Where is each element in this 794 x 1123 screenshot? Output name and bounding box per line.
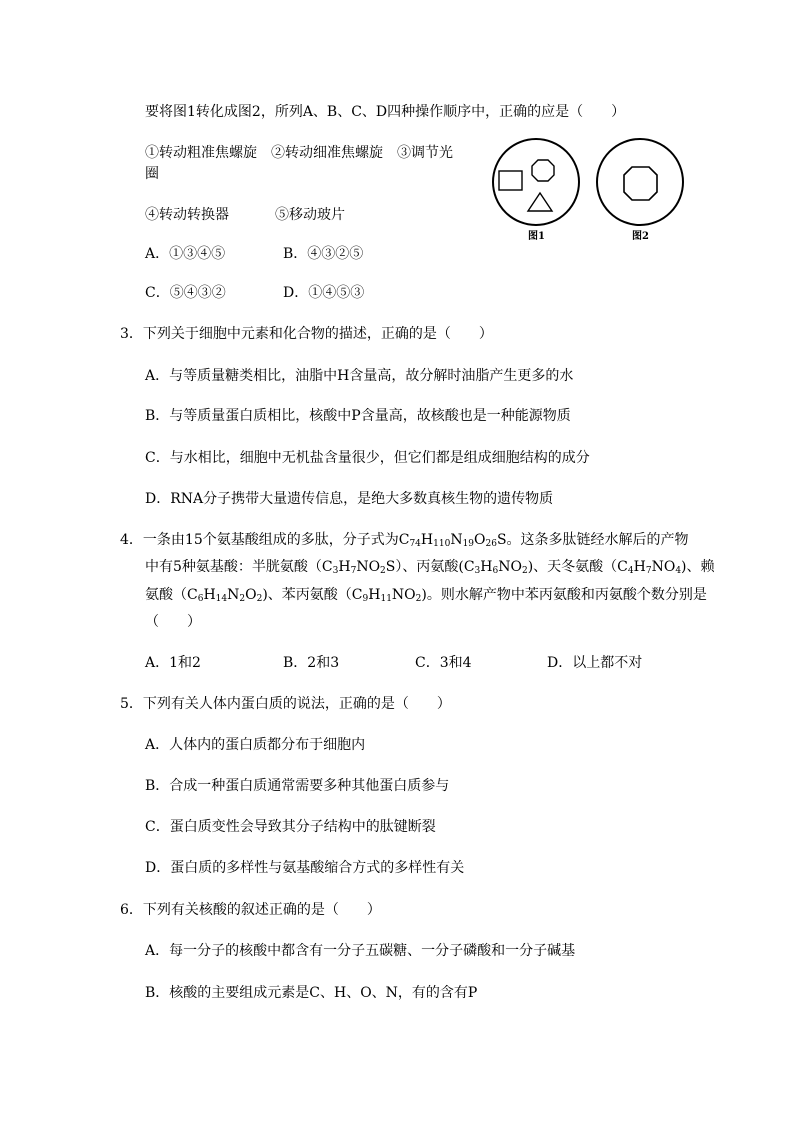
q5-option-c: C．蛋白质变性会导致其分子结构中的肽键断裂 bbox=[145, 819, 436, 835]
q2-option-c: C．⑤④③② bbox=[145, 285, 226, 301]
q3-option-b: B．与等质量蛋白质相比，核酸中P含量高，故核酸也是一种能源物质 bbox=[145, 408, 571, 424]
triangle-cell bbox=[528, 193, 552, 211]
q4-option-a: A．1和2 bbox=[145, 655, 201, 671]
q5-stem: 下列有关人体内蛋白质的说法，正确的是（ ） bbox=[142, 696, 451, 712]
octagon-cell-large bbox=[624, 167, 657, 200]
q3-option-c: C．与水相比，细胞中无机盐含量很少，但它们都是组成细胞结构的成分 bbox=[145, 450, 590, 466]
fig2-label: 图2 bbox=[632, 231, 649, 242]
q2-op5: ⑤移动玻片 bbox=[275, 207, 345, 223]
q5-option-a: A．人体内的蛋白质都分布于细胞内 bbox=[145, 737, 366, 753]
q3 bbox=[120, 324, 493, 344]
q5-option-d: D．蛋白质的多样性与氨基酸缩合方式的多样性有关 bbox=[145, 860, 465, 876]
q6-option-b: B．核酸的主要组成元素是C、H、O、N，有的含有P bbox=[145, 985, 478, 1001]
q2-option-a: A．①③④⑤ bbox=[145, 246, 226, 262]
q4-line1: 4．一条由15个氨基酸组成的多肽，分子式为$C_{74}H_{110}N_{19}O_{26}S$。这条多肽链经水解后的产物 bbox=[120, 532, 689, 549]
q6-stem: 下列有关核酸的叙述正确的是（ ） bbox=[142, 902, 381, 918]
q5 bbox=[120, 694, 451, 714]
figure-1 bbox=[493, 139, 579, 242]
q4-bracket: （ ） bbox=[145, 614, 201, 630]
q4-line2: 中有5种氨基酸：半胱氨酸$(C_3H_7NO_2S)$、丙氨酸$(C_3H_6NO_2)$、天冬氨酸$(C_4H_7NO_4)$、赖 bbox=[145, 559, 715, 576]
microscope-figures bbox=[480, 135, 695, 245]
q6-option-a: A．每一分子的核酸中都含有一分子五碳糖、一分子磷酸和一分子碱基 bbox=[145, 943, 576, 959]
q2-ops-line1-cont: 圈 bbox=[145, 166, 159, 182]
q2-option-b: B．④③②⑤ bbox=[283, 246, 364, 262]
q6-number: 6． bbox=[120, 902, 143, 918]
q2-op4: ④转动转换器 bbox=[145, 207, 229, 223]
square-cell bbox=[499, 171, 522, 190]
q5-number: 5． bbox=[120, 696, 143, 712]
fig1-label: 图1 bbox=[528, 231, 545, 242]
q3-stem: 下列关于细胞中元素和化合物的描述，正确的是（ ） bbox=[142, 326, 493, 342]
q4-option-b: B．2和3 bbox=[283, 655, 340, 671]
figure-2 bbox=[597, 139, 683, 242]
q5-option-b: B．合成一种蛋白质通常需要多种其他蛋白质参与 bbox=[145, 778, 450, 794]
q3-option-a: A．与等质量糖类相比，油脂中H含量高，故分解时油脂产生更多的水 bbox=[145, 368, 574, 384]
q4-option-c: C．3和4 bbox=[415, 655, 472, 671]
q3-option-d: D．RNA分子携带大量遗传信息，是绝大多数真核生物的遗传物质 bbox=[145, 491, 554, 507]
q6 bbox=[120, 900, 381, 920]
q2-stem: 要将图1转化成图2，所列A、B、C、D四种操作顺序中，正确的应是（ ） bbox=[145, 104, 626, 120]
octagon-cell-small bbox=[532, 160, 554, 181]
q4-option-d: D．以上都不对 bbox=[547, 655, 643, 671]
q4-number: 4． bbox=[120, 532, 143, 548]
q2-option-d: D．①④⑤③ bbox=[283, 285, 365, 301]
q3-number: 3． bbox=[120, 326, 143, 342]
q4-line3: 氨酸$(C_6H_{14}N_2O_2)$、苯丙氨酸$(C_9H_{11}NO_2)$。则水解产物中苯丙氨酸和丙氨酸个数分别是 bbox=[145, 587, 707, 604]
q2-ops-line1: ①转动粗准焦螺旋 ②转动细准焦螺旋 ③调节光 bbox=[145, 145, 453, 161]
